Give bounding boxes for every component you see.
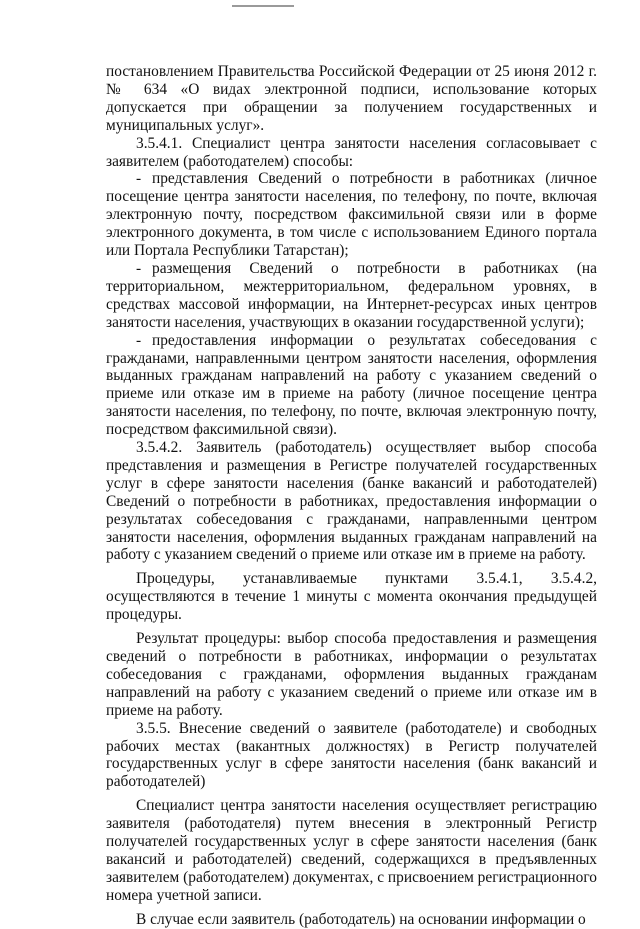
paragraph-3-5-4-1: 3.5.4.1. Специалист центра занятости населения согласовывает с заявителем (работодателем) способы:: [106, 134, 597, 170]
document-page: [106, 63, 597, 929]
paragraph-registration: Специалист центра занятости населения осуществляет регистрацию заявителя (работодателя) путем внесения в электронный Регистр получателей государственных услуг в сфере занятости населения (банк вакансий и работодателей) сведений, содержащихся в предъявленных заявителем (работодателем) документах, с присвоением регистрационного номера учетной записи.: [106, 797, 597, 904]
bullet-dash: -: [136, 170, 142, 188]
paragraph-procedure-result: Результат процедуры: выбор способа предоставления и размещения сведений о потребности в работниках, информации о результатах собеседования с гражданами, оформления выданных гражданам направлений на работу с указанием сведений о приеме или отказе им в приеме на работу.: [106, 630, 597, 719]
bullet-text: размещения Сведений о потребности в работниках (на территориальном, межтерриториальном, федеральном уровнях, в средствах массовой информации, на Интернет-ресурсах иных центров занятости населения, участвующих в оказании государственной услуги);: [106, 259, 597, 331]
paragraph-3-5-4-2: 3.5.4.2. Заявитель (работодатель) осуществляет выбор способа представления и размещения в Регистре получателей государственных услуг в сфере занятости населения (банке вакансий и работодателей) Сведений о потребности в работниках, предоставления информации о результатах собеседования с гражданами, направленными центром занятости населения, оформления выданных гражданам направлений на работу с указанием сведений о приеме или отказе им в приеме на работу.: [106, 439, 597, 564]
paragraph-decree-reference: постановлением Правительства Российской Федерации от 25 июня 2012 г. № 634 «О видах электронной подписи, использование которых допускается при обращении за получением государственных и муниципальных услуг».: [106, 63, 597, 134]
bullet-dash: -: [136, 259, 142, 277]
bullet-dash: -: [136, 331, 142, 349]
paragraph-3-5-5-heading: 3.5.5. Внесение сведений о заявителе (работодателе) и свободных рабочих местах (вакантных должностях) в Регистр получателей государственных услуг в сфере занятости населения (банк вакансий и работодателей): [106, 719, 597, 791]
scan-edge-mark: [232, 5, 294, 7]
bullet-text: предоставления информации о результатах собеседования с гражданами, направленными центром занятости населения, оформления выданных гражданам направлений на работу с указанием сведений о приеме или отказе им в приеме на работу (личное посещение центра занятости населения, по телефону, по почте, включая электронную почту, посредством факсимильной связи).: [106, 331, 597, 439]
bullet-item-submission-methods: [106, 170, 597, 260]
bullet-item-interview-results: [106, 332, 597, 439]
paragraph-procedure-duration: Процедуры, устанавливаемые пунктами 3.5.4.1, 3.5.4.2, осуществляются в течение 1 минуты с момента окончания предыдущей процедуры.: [106, 570, 597, 624]
paragraph-continuation: В случае если заявитель (работодатель) на основании информации о: [136, 910, 586, 928]
bullet-item-placement-methods: [106, 260, 597, 332]
bullet-text: представления Сведений о потребности в работниках (личное посещение центра занятости населения, по телефону, по почте, включая электронную почту, посредством факсимильной связи или в форме электронного документа, в том числе с использованием Единого портала или Портала Республики Татарстан);: [106, 170, 597, 260]
